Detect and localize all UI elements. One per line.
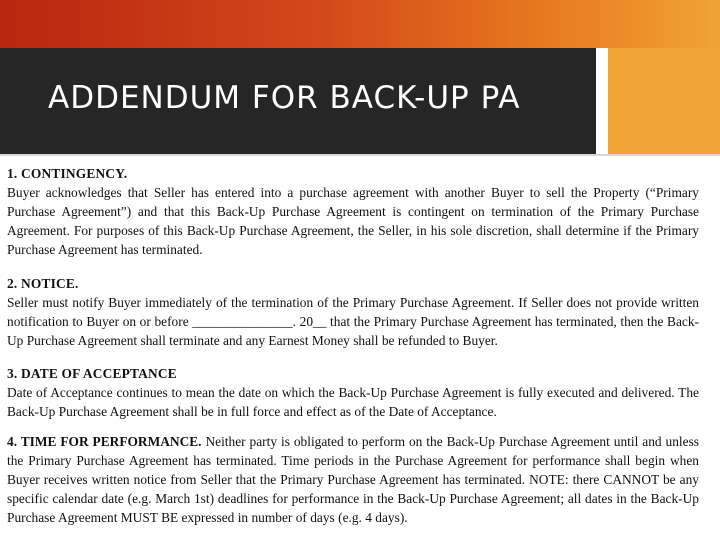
section-text: Neither party is obligated to perform on the Back-Up Purchase Agreement until and unless the Primary Purchase Agreement has terminated. Time periods in the Purchase Agreement for performance shall begin when Buyer receives written notice from Seller that the Primary Purchase Agreement has terminated. NOTE: there CANNOT be any specific calendar date (e.g. March 1st) deadlines for performance in the Back-Up Purchase Agreement; all dates in the Back-Up Purchase Agreement MUST BE expressed in number of days (e.g. 4 days). bbox=[7, 434, 699, 525]
section-heading: 1. CONTINGENCY. bbox=[7, 166, 128, 181]
accent-block bbox=[608, 48, 720, 154]
section-heading: 3. DATE OF ACCEPTANCE bbox=[7, 366, 177, 381]
section-text: Buyer acknowledges that Seller has entered into a purchase agreement with another Buyer to sell the Property (“Primary Purchase Agreement”) and that this Back-Up Purchase Agreement is contingent on termination of the Primary Purchase Agreement. For purposes of this Back-Up Purchase Agreement, the Seller, in his sole discretion, shall determine if the Primary Purchase Agreement has terminated. bbox=[7, 185, 699, 257]
title-gap-strip bbox=[596, 48, 608, 154]
top-decorative-band bbox=[0, 0, 720, 48]
section-notice bbox=[7, 274, 699, 350]
section-date-of-acceptance bbox=[7, 364, 699, 421]
document-image bbox=[0, 154, 720, 540]
section-heading: 4. TIME FOR PERFORMANCE. bbox=[7, 434, 202, 449]
section-text: Seller must notify Buyer immediately of the termination of the Primary Purchase Agreement. If Seller does not provide written notification to Buyer on or before _______________. 20__ that the Primary Purchase Agreement has terminated, then the Back-Up Purchase Agreement shall terminate and any Earnest Money shall be refunded to Buyer. bbox=[7, 295, 699, 348]
section-contingency bbox=[7, 164, 699, 259]
section-time-for-performance bbox=[7, 432, 699, 527]
section-text: Date of Acceptance continues to mean the date on which the Back-Up Purchase Agreement is fully executed and delivered. The Back-Up Purchase Agreement shall be in full force and effect as of the Date of Acceptance. bbox=[7, 385, 699, 419]
slide-title: ADDENDUM FOR BACK-UP PA bbox=[48, 80, 521, 116]
section-heading: 2. NOTICE. bbox=[7, 276, 79, 291]
